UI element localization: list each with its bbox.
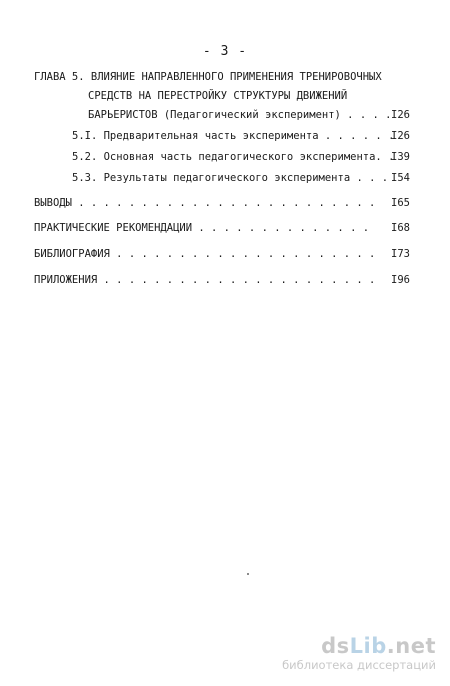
chapter-5-title-line-2: СРЕДСТВ НА ПЕРЕСТРОЙКУ СТРУКТУРЫ ДВИЖЕНИЙ [88,90,348,102]
section-5-3-page: I54 [391,172,410,184]
chapter-5-title-line-3: БАРЬЕРИСТОВ (Педагогический эксперимент) . . . . [88,109,392,121]
bibliography-page: I73 [391,248,410,260]
watermark [282,634,436,672]
chapter-5-page: I26 [391,109,410,121]
section-5-1-title: 5.I. Предварительная часть эксперимента . . . . . . [72,130,395,142]
recommendations-page: I68 [391,222,410,234]
appendices-page: I96 [391,274,410,286]
section-5-2-page: I39 [391,151,410,163]
appendices-title: ПРИЛОЖЕНИЯ . . . . . . . . . . . . . . . . . . . . . . [34,274,376,286]
scan-speck [247,573,249,575]
section-5-2-title: 5.2. Основная часть педагогического эксперимента. . [72,151,395,163]
recommendations-title: ПРАКТИЧЕСКИЕ РЕКОМЕНДАЦИИ . . . . . . . . . . . . . . [34,222,370,234]
conclusions-page: I65 [391,197,410,209]
section-5-1-page: I26 [391,130,410,142]
watermark-logo [282,634,436,658]
watermark-logo-lib: Lib [349,634,387,658]
chapter-5-title-line-1: ГЛАВА 5. ВЛИЯНИЕ НАПРАВЛЕННОГО ПРИМЕНЕНИЯ ТРЕНИРОВОЧНЫХ [34,71,382,83]
bibliography-title: БИБЛИОГРАФИЯ . . . . . . . . . . . . . . . . . . . . . [34,248,376,260]
page-number: - 3 - [202,44,248,59]
conclusions-title: ВЫВОДЫ . . . . . . . . . . . . . . . . . . . . . . . . [34,197,376,209]
watermark-logo-ds: ds [321,634,350,658]
watermark-logo-net: .net [386,634,436,658]
section-5-3-title: 5.3. Результаты педагогического эксперимента . . . [72,172,389,184]
watermark-subtitle: библиотека диссертаций [282,658,436,672]
